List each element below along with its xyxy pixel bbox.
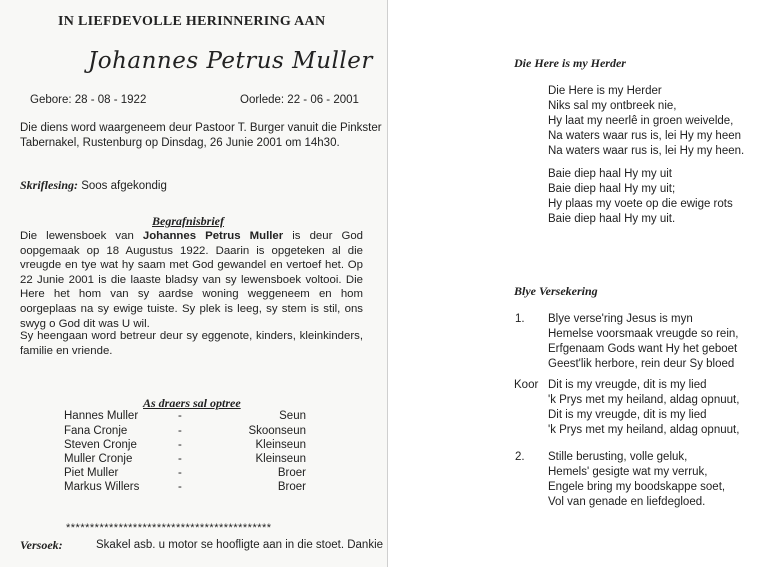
hymn2-verse2 bbox=[548, 450, 725, 510]
burial-p1-rest: is deur God oopgemaak op 18 Augustus 1922. Daarin is opgeteken al die vreugde en tye wat hy saam met God gewandel en vertoef het. Op 22 Junie 2001 is die laaste bladsy van sy lewensboek voltooi. Die Here het hom van sy aardse woning weggeneem en hom oorgeplaas na sy ewige tuiste. Sy plek is leeg, sy stem is stil, ons swyg o God dit was U wil. bbox=[20, 230, 363, 330]
bearer-relation: Kleinseun bbox=[255, 453, 306, 465]
hymn2-chorus-label: Koor bbox=[514, 379, 539, 391]
bearer-dash: - bbox=[178, 453, 182, 465]
bearer-row bbox=[64, 453, 306, 468]
scripture-value: Soos afgekondig bbox=[78, 180, 167, 192]
bearer-dash: - bbox=[178, 467, 182, 479]
bearer-row bbox=[64, 425, 306, 440]
bearers-title: As draers sal optree bbox=[143, 396, 241, 410]
verse-line: 'k Prys met my heiland, aldag opnuut, bbox=[548, 424, 740, 436]
bearer-relation: Broer bbox=[277, 481, 306, 493]
hymn1-verse2 bbox=[548, 167, 733, 227]
burial-paragraph-2: Sy heengaan word betreur deur sy eggenote, kinders, kleinkinders, familie en vriende. bbox=[20, 330, 363, 357]
verse-line: Baie diep haal Hy my uit. bbox=[548, 213, 676, 225]
bearer-name: Markus Willers bbox=[64, 481, 140, 493]
verse-line: Hemelse voorsmaak vreugde so rein, bbox=[548, 328, 739, 340]
bearer-row bbox=[64, 467, 306, 482]
verse-line: Hy laat my neerlê in groen weivelde, bbox=[548, 115, 734, 127]
verse-line: Engele bring my boodskappe soet, bbox=[548, 481, 726, 493]
service-line-1: Die diens word waargeneem deur Pastoor T. Burger vanuit die Pinkster bbox=[20, 122, 382, 134]
verse-line: Vol van genade en liefdegloed. bbox=[548, 496, 706, 508]
request-text: Skakel asb. u motor se hoofligte aan in die stoet. Dankie bbox=[96, 539, 384, 551]
burial-p1-start: Die lewensboek van bbox=[20, 230, 143, 242]
died-date: Oorlede: 22 - 06 - 2001 bbox=[240, 94, 359, 106]
hymn2-verse2-number: 2. bbox=[515, 451, 525, 463]
verse-line: Na waters waar rus is, lei Hy my heen bbox=[548, 130, 742, 142]
verse-line: Blye verse'ring Jesus is myn bbox=[548, 313, 693, 325]
verse-line: Die Here is my Herder bbox=[548, 85, 662, 97]
hymn2-title: Blye Versekering bbox=[514, 284, 598, 298]
burial-letter-title: Begrafnisbrief bbox=[152, 214, 224, 228]
hymn2-verse1 bbox=[548, 312, 738, 372]
bearer-relation: Skoonseun bbox=[248, 425, 306, 437]
hymn1-verse1 bbox=[548, 84, 744, 159]
verse-line: Niks sal my ontbreek nie, bbox=[548, 100, 677, 112]
verse-line: Hy plaas my voete op die ewige rots bbox=[548, 198, 733, 210]
hymn1-title: Die Here is my Herder bbox=[514, 56, 626, 70]
verse-line: Geest'lik herbore, rein deur Sy bloed bbox=[548, 358, 735, 370]
bearer-row bbox=[64, 410, 306, 425]
deceased-name: Johannes Petrus Muller bbox=[88, 48, 373, 74]
bearer-name: Muller Cronje bbox=[64, 453, 133, 465]
bearer-dash: - bbox=[178, 425, 182, 437]
born-date: Gebore: 28 - 08 - 1922 bbox=[30, 94, 147, 106]
bearer-relation: Seun bbox=[279, 410, 306, 422]
scripture-label: Skriflesing: bbox=[20, 178, 79, 192]
verse-line: 'k Prys met my heiland, aldag opnuut, bbox=[548, 394, 740, 406]
bearer-dash: - bbox=[178, 439, 182, 451]
bearer-name: Hannes Muller bbox=[64, 410, 139, 422]
hymn2-chorus bbox=[548, 378, 739, 438]
bearer-row bbox=[64, 481, 306, 496]
bearer-name: Fana Cronje bbox=[64, 425, 128, 437]
verse-line: Dit is my vreugde, dit is my lied bbox=[548, 379, 707, 391]
bearer-dash: - bbox=[178, 481, 182, 493]
burial-p1-name: Johannes Petrus Muller bbox=[142, 230, 284, 242]
left-page bbox=[0, 0, 387, 567]
verse-line: Stille berusting, volle geluk, bbox=[548, 451, 688, 463]
verse-line: Dit is my vreugde, dit is my lied bbox=[548, 409, 707, 421]
bearer-name: Steven Cronje bbox=[64, 439, 137, 451]
memorial-heading: IN LIEFDEVOLLE HERINNERING AAN bbox=[58, 14, 326, 29]
verse-line: Baie diep haal Hy my uit; bbox=[548, 183, 676, 195]
verse-line: Hemels' gesigte wat my verruk, bbox=[548, 466, 708, 478]
service-line-2: Tabernakel, Rustenburg op Dinsdag, 26 Junie 2001 om 14h30. bbox=[20, 137, 340, 149]
bearer-dash: - bbox=[178, 410, 182, 422]
request-label: Versoek: bbox=[20, 538, 63, 552]
verse-line: Baie diep haal Hy my uit bbox=[548, 168, 673, 180]
verse-line: Na waters waar rus is, lei Hy my heen. bbox=[548, 145, 745, 157]
bearer-relation: Broer bbox=[277, 467, 306, 479]
bearer-row bbox=[64, 439, 306, 454]
bearer-name: Piet Muller bbox=[64, 467, 119, 479]
star-divider: ******************************************* bbox=[66, 522, 272, 534]
bearer-relation: Kleinseun bbox=[255, 439, 306, 451]
right-page bbox=[388, 0, 775, 567]
scripture-reading bbox=[20, 178, 167, 194]
verse-line: Erfgenaam Gods want Hy het geboet bbox=[548, 343, 738, 355]
hymn2-verse1-number: 1. bbox=[515, 313, 525, 325]
burial-paragraph-1 bbox=[20, 229, 363, 331]
